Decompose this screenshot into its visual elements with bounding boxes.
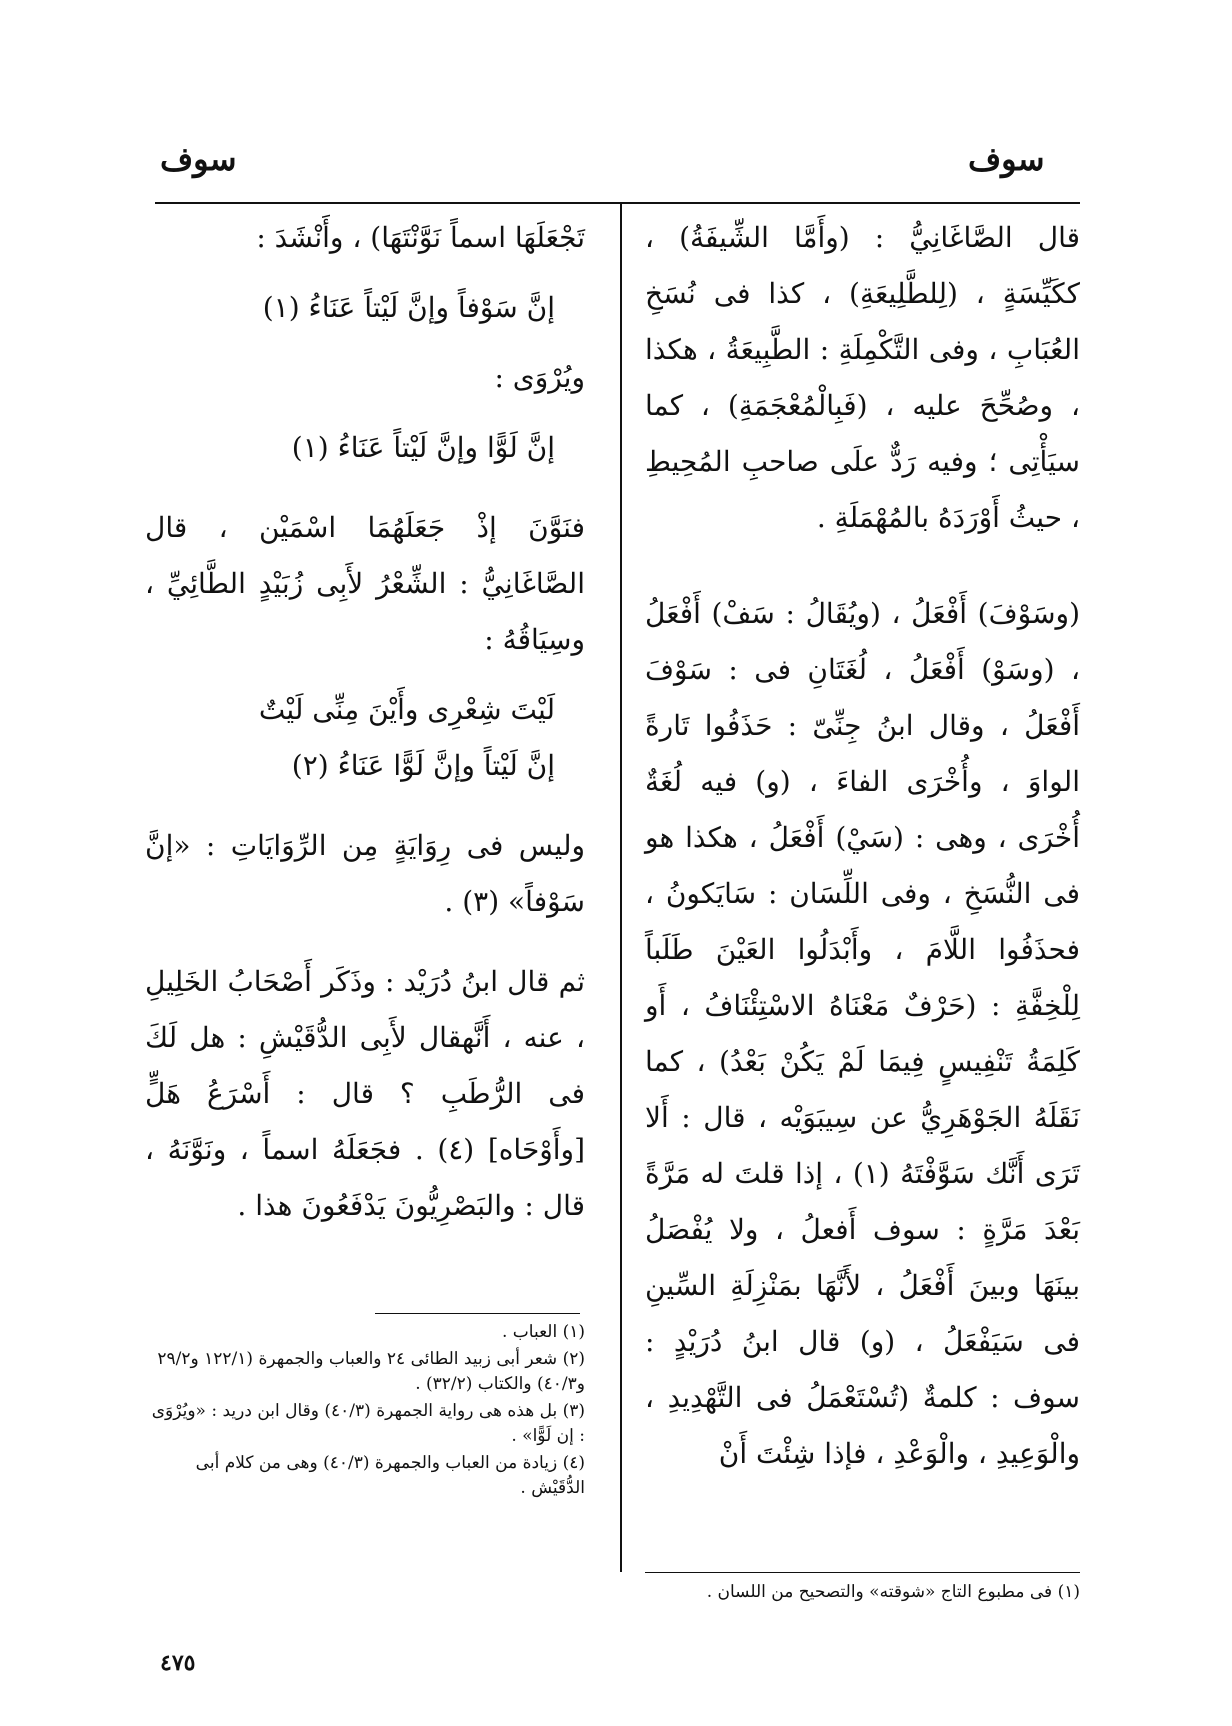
paragraph-gap [145, 668, 585, 682]
right-paragraph-1: قال الصَّاغَانِيُّ : (وأَمَّا الشِّيفَةُ) ، ككَيِّسَةٍ ، (لِلطَّلِيعَةِ) ، كذا فى نُسَخِ العُبَابِ ، وفى التَّكْمِلَةِ : الطَّبِيعَةُ ، هكذا ، وصُحِّحَ عليه ، (فَبِالْمُعْجَمَةِ) ، كما سيَأْتِى ؛ وفيه رَدٌّ علَى صاحبِ المُحِيطِ ، حيثُ أَوْرَدَهُ بالمُهْمَلَةِ . [645, 221, 1080, 534]
left-paragraph-4: وليس فى رِوَايَةٍ مِن الرِّوَايَاتِ : «إنَّ سَوْفاً» (٣) . [145, 829, 585, 918]
verse-1: إنَّ سَوْفاً وإنَّ لَيْتاً عَنَاءُ (١) [262, 291, 555, 324]
footnote-right-1: (١) فى مطبوع التاج «شوقته» والتصحيح من اللسان . [706, 1582, 1080, 1602]
footnote-rule-right [645, 1572, 1080, 1573]
page-number: ٤٧٥ [160, 1650, 196, 1676]
verse-2: إنَّ لَوًّا وإنَّ لَيْتاً عَنَاءُ (١) [291, 431, 555, 464]
footnote-left-2: (٢) شعر أبى زبيد الطائى ٢٤ والعباب والجمهرة (١٢٢/١ و٢٩/٢ و٤٠/٣) والكتاب (٣٢/٢) . [157, 1349, 585, 1394]
paragraph-gap [645, 546, 1080, 586]
left-paragraph-2: ويُرْوَى : [494, 361, 585, 394]
left-paragraph-3: فنَوَّنَ إذْ جَعَلَهُمَا اسْمَيْن ، قال الصَّاغَانِيُّ : الشِّعْرُ لأَبِى زُبَيْدٍ الطَّائِيِّ ، وسِيَاقُهُ : [145, 511, 585, 656]
footnote-left-3: (٣) بل هذه هى رواية الجمهرة (٤٠/٣) وقال ابن دريد : «ويُرْوَى : إن لَوًّا» . [151, 1401, 585, 1446]
right-column [645, 210, 1080, 1482]
header-word-left: سوف [160, 140, 237, 178]
header-rule [155, 202, 1080, 204]
footnotes-left [145, 1320, 585, 1503]
left-paragraph-5: ثم قال ابنُ دُرَيْد : وذَكَر أَصْحَابُ الخَلِيلِ ، عنه ، أَنَّهقال لأَبِى الدُّقَيْشِ : هل لَكَ فى الرُّطَبِ ؟ قال : أَسْرَعُ هَلٍّ [وأَوْحَاه] (٤) . فجَعَلَهُ اسماً ، ونَوَّنَهُ ، قال : والبَصْرِيُّونَ يَدْفَعُونَ هذا . [145, 965, 585, 1222]
paragraph-gap [145, 476, 585, 500]
verse-3a: لَيْتَ شِعْرِى وأَيْنَ مِنِّى لَيْتٌ [258, 693, 555, 726]
footnote-rule-left [375, 1313, 580, 1314]
left-column [145, 210, 585, 1234]
footnote-left-1: (١) العباب . [501, 1322, 585, 1342]
paragraph-gap [145, 266, 585, 280]
header-word-right: سوف [968, 140, 1045, 178]
right-paragraph-2: (وسَوْفَ) أَفْعَلُ ، (ويُقَالُ : سَفْ) أَفْعَلُ ، (وسَوْ) أَفْعَلُ ، لُغَتَانِ فى : سَوْفَ أَفْعَلُ ، وقال ابنُ جِنِّىّ : حَذَفُوا تَارةً الواوَ ، وأُخْرَى الفاءَ ، (و) فيه لُغَةٌ أُخْرَى ، وهى : (سَيْ) أَفْعَلُ ، هكذا هو فى النُّسَخِ ، وفى اللِّسَان : سَايَكونُ ، فحذَفُوا اللَّامَ ، وأَبْدَلُوا العَيْنَ طَلَباً لِلْخِفَّةِ : (حَرْفٌ مَعْنَاهُ الاسْتِئْنَافُ ، أَو كَلِمَةُ تَنْفِيسٍ فِيمَا لَمْ يَكُنْ بَعْدُ) ، كما نَقَلَهُ الجَوْهَرِيُّ عن سِيبَوَيْه ، قال : أَلا تَرَى أَنَّك سَوَّفْتَهُ (١) ، إذا قلتَ له مَرَّةً بَعْدَ مَرَّةٍ : سوف أَفعلُ ، ولا يُفْصَلُ بينَهَا وبينَ أَفْعَلُ ، لأَنَّهَا بمَنْزِلَةِ السِّينِ فى سَيَفْعَلُ ، (و) قال ابنُ دُرَيْدٍ : سوف : كلمةٌ (تُسْتَعْمَلُ فى التَّهْدِيدِ ، والْوَعِيدِ ، والْوَعْدِ ، فإذا شِئْتَ أَنْ [645, 597, 1080, 1470]
footnote-left-4: (٤) زيادة من العباب والجمهرة (٤٠/٣) وهى من كلام أبى الدُّقَيْش . [195, 1453, 585, 1498]
paragraph-gap [145, 406, 585, 420]
left-paragraph-1: تَجْعَلَهَا اسماً نَوَّنْتَهَا) ، وأَنْشَدَ : [256, 221, 585, 254]
paragraph-gap [145, 336, 585, 350]
paragraph-gap [145, 794, 585, 818]
footnotes-right [645, 1580, 1080, 1607]
paragraph-gap [145, 930, 585, 954]
column-divider [620, 204, 622, 1572]
verse-3b: إنَّ لَيْتاً وإنَّ لَوًّا عَنَاءُ (٢) [291, 749, 555, 782]
